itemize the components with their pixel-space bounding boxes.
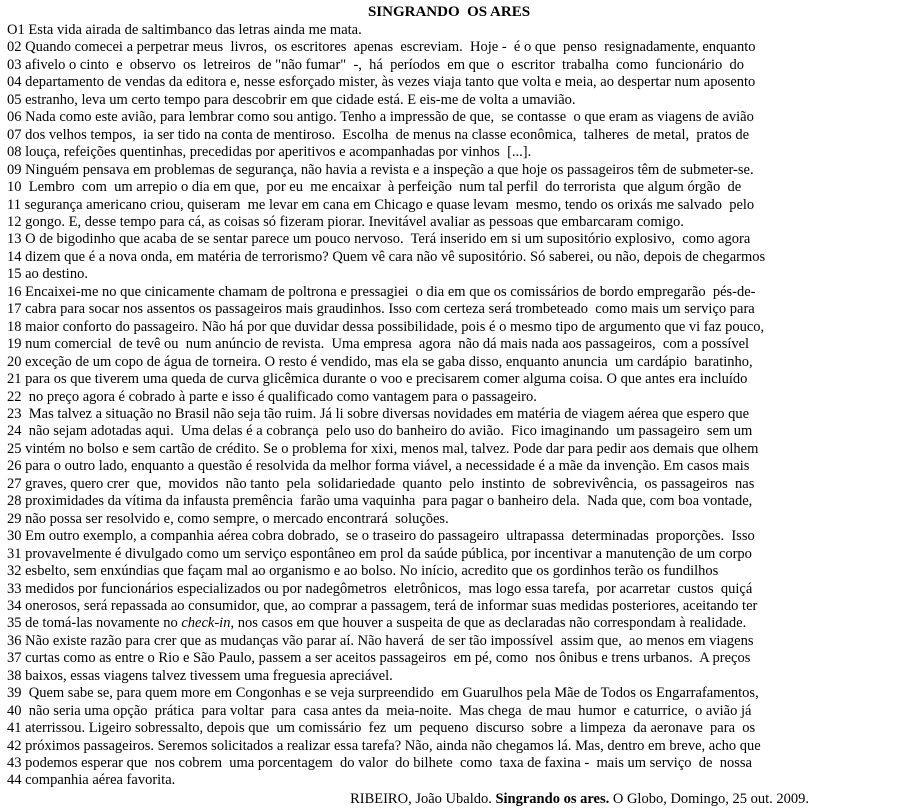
text-line-37: [7, 650, 891, 667]
text-segment: segurança americano criou, quiseram me levar em cana em Chicago e quase levam mesmo, tendo os orixás me salvado pelo: [24, 196, 755, 213]
line-number: 44: [7, 772, 26, 789]
text-segment: Quando comecei a perpetrar meus livros, os escritores apenas escreviam. Hoje - é o que penso resignadamente, enquanto: [25, 39, 756, 56]
text-line-40: [7, 703, 891, 720]
line-number: 29: [7, 510, 26, 527]
text-line-44: [7, 772, 891, 789]
text-line-43: [7, 755, 891, 772]
text-segment: graves, quero crer que, movidos não tanto pela solidariedade quanto pelo instinto de sobrevivência, os passageiros nas: [25, 475, 755, 492]
text-segment: cabra para socar nos assentos os passageiros mais graudinhos. Isso com certeza será trombeteado como mais um serviço para: [25, 301, 755, 318]
line-number: 20: [7, 353, 26, 370]
citation-segment: O Globo, Domingo, 25 out. 2009.: [609, 790, 809, 807]
text-line-12: [7, 214, 891, 231]
text-segment: provavelmente é divulgado como um serviço espontâneo em prol da saúde pública, por incentivar a manutenção de um corpo: [25, 545, 752, 562]
text-line-04: [7, 74, 891, 91]
text-segment: para os que tiverem uma queda de curva glicêmica durante o voo e precisarem comer alguma coisa. O que antes era incluído: [25, 371, 748, 388]
text-line-07: [7, 127, 891, 144]
text-line-41: [7, 720, 891, 737]
text-line-30: [7, 528, 891, 545]
text-line-33: [7, 581, 891, 598]
text-line-16: [7, 284, 891, 301]
text-line-27: [7, 476, 891, 493]
text-segment: gongo. E, desse tempo para cá, as coisas só fizeram piorar. Inevitável avaliar as pessoas que embarcaram comigo.: [25, 213, 684, 230]
line-number: 17: [7, 301, 26, 318]
line-number: 05: [7, 91, 26, 108]
text-segment: aterrissou. Ligeiro sobressalto, depois que um comissário fez um pequeno discurso sobre a limpeza da aeronave para os: [25, 720, 756, 737]
document-title: SINGRANDO OS ARES: [367, 4, 531, 20]
text-segment: Quem sabe se, para quem more em Congonhas e se veja surpreendido em Guarulhos pela Mãe de Todos os Engarrafamentos,: [25, 685, 759, 702]
text-segment: louça, refeições quentinhas, precedidas por aperitivos e acompanhadas por vinhos [...].: [25, 144, 532, 161]
text-segment: não possa ser resolvido e, como sempre, o mercado encontrará soluções.: [25, 510, 449, 527]
citation-segment: Singrando os ares.: [495, 790, 610, 807]
line-number: 07: [7, 126, 26, 143]
text-line-35: [7, 615, 891, 632]
line-number: 34: [7, 597, 26, 614]
text-line-05: [7, 92, 891, 109]
text-segment: curtas como as entre o Rio e São Paulo, passem a ser aceitos passageiros em pé, como nos ônibus e trens urbanos. A preços: [25, 650, 751, 667]
line-number: 22: [7, 388, 26, 405]
text-segment: para o outro lado, enquanto a questão é resolvida da melhor forma viável, a necessidade é a mãe da invenção. Em casos mais: [25, 458, 750, 475]
text-line-22: [7, 389, 891, 406]
line-number: 13: [7, 231, 26, 248]
text-segment: , nos casos em que houver a suspeita de que as declaradas não correspondam à realidade.: [230, 615, 747, 632]
line-number: 33: [7, 580, 26, 597]
text-line-03: [7, 57, 891, 74]
text-segment: Encaixei-me no que cinicamente chamam de poltrona e pressagiei o dia em que os comissários de bordo empregarão pés-de-: [25, 283, 756, 300]
text-line-38: [7, 668, 891, 685]
text-segment: proximidades da vítima da infausta premência farão uma vaquinha para pagar o banheiro dela. Nada que, com boa vontade,: [25, 493, 753, 510]
line-number: 11: [7, 196, 25, 213]
text-line-26: [7, 458, 891, 475]
text-segment: Em outro exemplo, a companhia aérea cobra dobrado, se o traseiro do passageiro ultrapassa determinadas proporções. Isso: [25, 528, 755, 545]
text-body: [7, 22, 891, 790]
text-segment: Não existe razão para crer que as mudanças vão parar aí. Não haverá de ser tão impossível assim que, ao menos em viagens: [25, 632, 754, 649]
line-number: 30: [7, 528, 26, 545]
text-segment: estranho, leva um certo tempo para descobrir em que cidade está. E eis-me de volta a umavião.: [25, 91, 576, 108]
citation: [7, 790, 891, 808]
line-number: 27: [7, 475, 26, 492]
text-line-06: [7, 109, 891, 126]
text-segment: não sejam adotadas aqui. Uma delas é a cobrança pelo uso do banheiro do avião. Fico imaginando um passageiro sem um: [25, 423, 753, 440]
text-line-02: [7, 39, 891, 56]
text-line-10: [7, 179, 891, 196]
line-number: 10: [7, 179, 26, 196]
line-number: 36: [7, 632, 26, 649]
text-line-18: [7, 319, 891, 336]
text-segment: vintém no bolso e sem cartão de crédito. Se o problema for xixi, menos mal, talvez. Pode dar para pedir aos demais que olhem: [25, 440, 759, 457]
text-line-O1: [7, 22, 891, 39]
line-number: 42: [7, 737, 26, 754]
text-line-29: [7, 511, 891, 528]
line-number: 26: [7, 458, 26, 475]
text-segment: check-in: [181, 615, 231, 632]
text-line-13: [7, 231, 891, 248]
text-segment: medidos por funcionários especializados ou por nadegômetros eletrônicos, mas logo essa tarefa, por acarretar custos quiçá: [25, 580, 753, 597]
text-segment: de tomá-las novamente no: [25, 615, 182, 632]
text-line-42: [7, 738, 891, 755]
line-number: 04: [7, 74, 26, 91]
line-number: 28: [7, 493, 26, 510]
line-number: 12: [7, 213, 26, 230]
line-number: 38: [7, 667, 26, 684]
text-line-36: [7, 633, 891, 650]
line-number: 24: [7, 423, 26, 440]
text-segment: próximos passageiros. Seremos solicitados a realizar essa tarefa? Não, ainda não chegamos lá. Mas, dentro em breve, acho que: [25, 737, 761, 754]
text-segment: maior conforto do passageiro. Não há por que duvidar dessa possibilidade, pois é o mesmo tipo de argumento que vi faz pouco,: [25, 318, 765, 335]
text-segment: companhia aérea favorita.: [25, 772, 176, 789]
text-segment: Nada como este avião, para lembrar como sou antigo. Tenho a impressão de que, se contasse o que eram as viagens de avião: [25, 109, 754, 126]
line-number: 21: [7, 371, 26, 388]
line-number: 31: [7, 545, 26, 562]
text-line-34: [7, 598, 891, 615]
text-segment: baixos, essas viagens talvez tivessem uma freguesia apreciável.: [25, 667, 393, 684]
line-number: 14: [7, 248, 26, 265]
text-segment: Lembro com um arrepio o dia em que, por eu me encaixar à perfeição num tal perfil do terrorista que algum órgão de: [25, 179, 742, 196]
text-segment: Esta vida airada de saltimbanco das letras ainda me mata.: [28, 22, 362, 38]
text-segment: O de bigodinho que acaba de se sentar parece um pouco nervoso. Terá inserido em si um supositório explosivo, como agora: [25, 231, 751, 248]
text-segment: afivelo o cinto e observo os letreiros de "não fumar" -, há períodos em que o escritor trabalha como funcionário do: [25, 56, 745, 73]
text-segment: exceção de um copo de água de torneira. O resto é vendido, mas ela se gaba disso, enquanto anuncia um cardápio baratinho,: [25, 353, 753, 370]
line-number: 19: [7, 336, 26, 353]
text-segment: dos velhos tempos, ia ser tido na conta de mentiroso. Escolha de menus na classe econômica, talheres de metal, pratos de: [25, 126, 750, 143]
text-segment: ao destino.: [25, 266, 88, 283]
text-line-25: [7, 441, 891, 458]
line-number: 15: [7, 266, 26, 283]
text-line-19: [7, 336, 891, 353]
line-number: 03: [7, 56, 26, 73]
text-line-15: [7, 266, 891, 283]
text-segment: podemos esperar que nos cobrem uma porcentagem do valor do bilhete como taxa de faxina - mais um serviço de nossa: [25, 755, 752, 772]
line-number: 41: [7, 720, 26, 737]
citation-segment: RIBEIRO, João Ubaldo.: [350, 790, 496, 807]
text-line-20: [7, 354, 891, 371]
line-number: 02: [7, 39, 26, 56]
text-line-32: [7, 563, 891, 580]
text-segment: não seria uma opção prática para voltar para casa antes da meia-noite. Mas chega de mau humor e caturrice, o avião já: [25, 702, 752, 719]
text-line-14: [7, 249, 891, 266]
text-line-24: [7, 423, 891, 440]
text-segment: Ninguém pensava em problemas de segurança, não havia a revista e a inspeção a que hoje os passageiros têm de submeter-se.: [25, 161, 754, 178]
line-number: 37: [7, 650, 26, 667]
line-number: 40: [7, 702, 26, 719]
text-line-28: [7, 493, 891, 510]
text-segment: dizem que é a nova onda, em matéria de terrorismo? Quem vê cara não vê supositório. Só saberei, ou não, depois de chegarmos: [25, 248, 766, 265]
line-number: 35: [7, 615, 26, 632]
text-line-11: [7, 197, 891, 214]
text-segment: num comercial de tevê ou num anúncio de revista. Uma empresa agora não dá mais nada aos passageiros, com a possível: [25, 336, 750, 353]
text-line-17: [7, 301, 891, 318]
line-number: 08: [7, 144, 26, 161]
line-number: 09: [7, 161, 26, 178]
line-number: 23: [7, 405, 26, 422]
line-number: O1: [7, 22, 29, 38]
text-line-09: [7, 162, 891, 179]
line-number: 32: [7, 563, 26, 580]
line-number: 06: [7, 109, 26, 126]
text-segment: Mas talvez a situação no Brasil não seja tão ruim. Já li sobre diversas novidades em matéria de viagem aérea que espero que: [25, 405, 750, 422]
line-number: 43: [7, 755, 26, 772]
text-segment: departamento de vendas da editora e, nesse esforçado mister, às vezes viaja tanto que volta e meia, ao despertar num aposento: [25, 74, 756, 91]
text-line-39: [7, 685, 891, 702]
line-number: 39: [7, 685, 26, 702]
line-number: 25: [7, 440, 26, 457]
text-line-21: [7, 371, 891, 388]
line-number: 16: [7, 283, 26, 300]
text-segment: esbelto, sem enxúndias que façam mal ao organismo e ao bolso. No início, acredito que os gordinhos terão os fundilhos: [25, 563, 719, 580]
text-segment: onerosos, será repassada ao consumidor, que, ao comprar a passagem, terá de informar suas medidas posteriores, aceitando ter: [25, 597, 758, 614]
text-segment: no preço agora é cobrado à parte e isso é qualificado como vantagem para o passageiro.: [25, 388, 537, 405]
text-line-08: [7, 144, 891, 161]
line-number: 18: [7, 318, 26, 335]
text-line-23: [7, 406, 891, 423]
text-line-31: [7, 546, 891, 563]
